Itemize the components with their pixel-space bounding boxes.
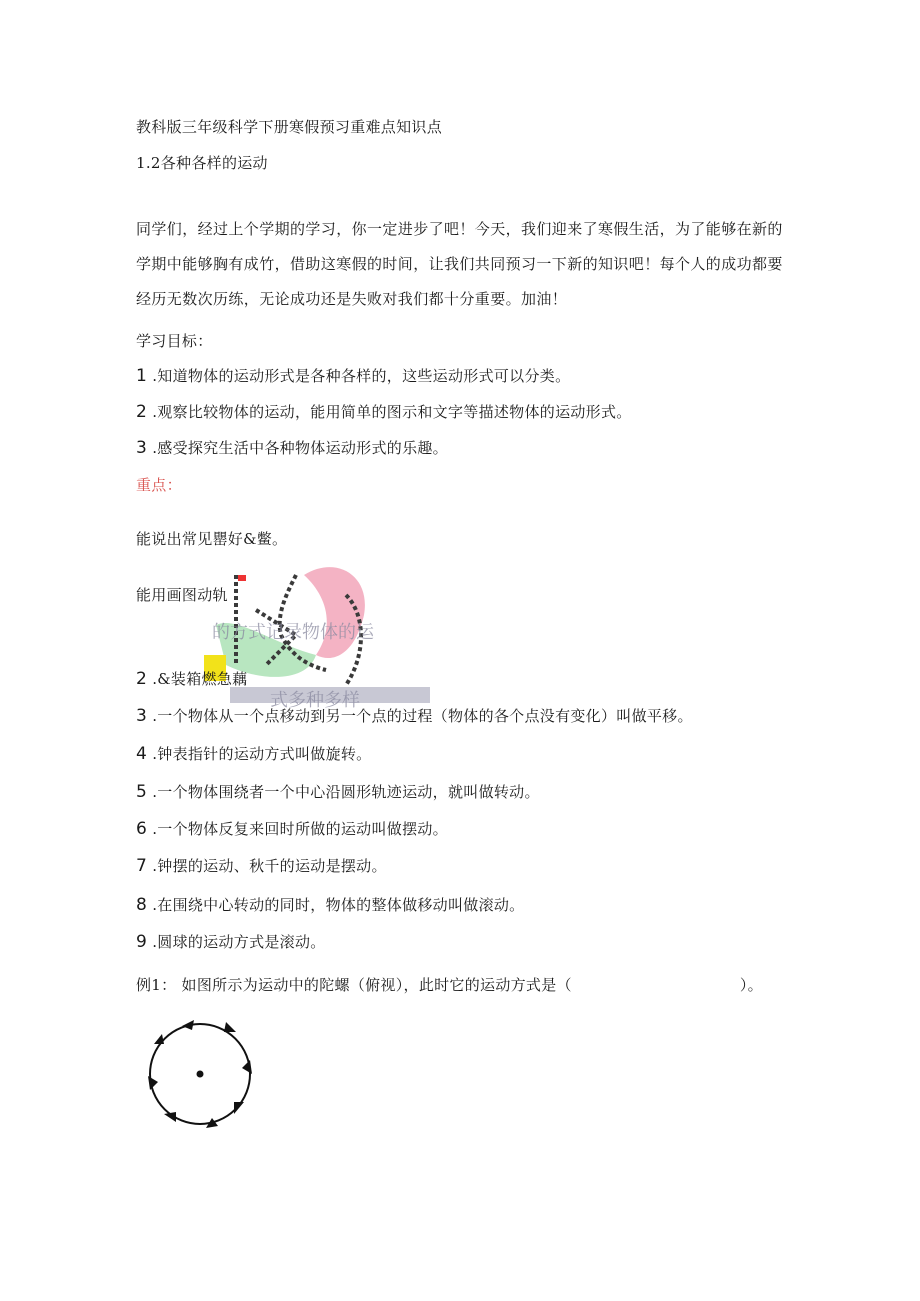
garbled-line-1: 能说出常见罌好&鳖。 [136,530,288,548]
goal-item [136,437,448,458]
key-point-label: 重点： [136,476,182,494]
point-item [136,931,326,952]
goal-text: .感受探究生活中各种物体运动形式的乐趣。 [152,439,448,457]
section-heading: 1.2各种各样的运动 [136,154,268,172]
goals-label: 学习目标： [136,332,213,350]
point-number: 5 [136,782,148,802]
rotation-arrow [164,1112,176,1122]
point-number: 3 [136,706,148,726]
rotation-arrow [234,1102,244,1114]
point-item [136,781,540,802]
point-number: 6 [136,819,148,839]
point-item [136,743,371,764]
point-number: 2 [136,669,148,689]
example-text: 如图所示为运动中的陀螺（俯视），此时它的运动方式是（ [181,976,572,994]
intro-paragraph: 同学们，经过上个学期的学习，你一定进步了吧！今天，我们迎来了寒假生活，为了能够在新的学期中能够胸有成竹，借助这寒假的时间，让我们共同预习一下新的知识吧！每个人的成功都要经历无数次历练，无论成功还是失败对我们都十分重要。加油！ [136,220,783,308]
example-end: ）。 [739,976,763,994]
overlay-text-2: 式多种多样 [270,690,360,711]
goal-number: 2 [136,402,148,422]
overlay-text-1: 的方式记录物体的运 [212,622,374,643]
goal-item [136,401,632,422]
example-label: 例1： [136,976,177,994]
spinning-top-diagram [136,1010,266,1140]
point-item [136,668,247,689]
goal-item [136,365,570,386]
point-item [136,855,387,876]
point-text: .圆球的运动方式是滚动。 [152,933,326,951]
point-text: .一个物体反复来回时所做的运动叫做摆动。 [152,820,448,838]
accent-mark [238,575,246,581]
goal-text: .观察比较物体的运动，能用简单的图示和文字等描述物体的运动形式。 [152,403,632,421]
rotation-arrow [242,1060,252,1074]
pink-blob [304,567,365,658]
rotation-arrow [182,1020,194,1030]
point-text: .钟摆的运动、秋千的运动是摆动。 [152,857,387,875]
point-text: .在围绕中心转动的同时，物体的整体做移动叫做滚动。 [152,896,525,914]
garbled-line-2: 能用画图动轨 [136,586,228,604]
top-center-dot [197,1071,204,1078]
rotation-arrow [224,1022,236,1032]
point-text: .钟表指针的运动方式叫做旋转。 [152,745,372,763]
goal-number: 3 [136,438,148,458]
point-item [136,894,524,915]
doc-title: 教科版三年级科学下册寒假预习重难点知识点 [136,118,443,136]
point-text: .一个物体围绕者一个中心沿圆形轨迹运动，就叫做转动。 [152,783,540,801]
goal-number: 1 [136,366,148,386]
point-number: 4 [136,744,148,764]
example-question [136,974,763,995]
point-item [136,818,448,839]
goal-text: .知道物体的运动形式是各种各样的，这些运动形式可以分类。 [152,367,571,385]
point-text: .&装箱燃急藕 [152,670,248,688]
point-number: 8 [136,895,148,915]
rotation-arrow [154,1034,164,1044]
point-number: 9 [136,932,148,952]
point-item [136,705,693,726]
point-number: 7 [136,856,148,876]
point-text: .一个物体从一个点移动到另一个点的过程（物体的各个点没有变化）叫做平移。 [152,707,693,725]
